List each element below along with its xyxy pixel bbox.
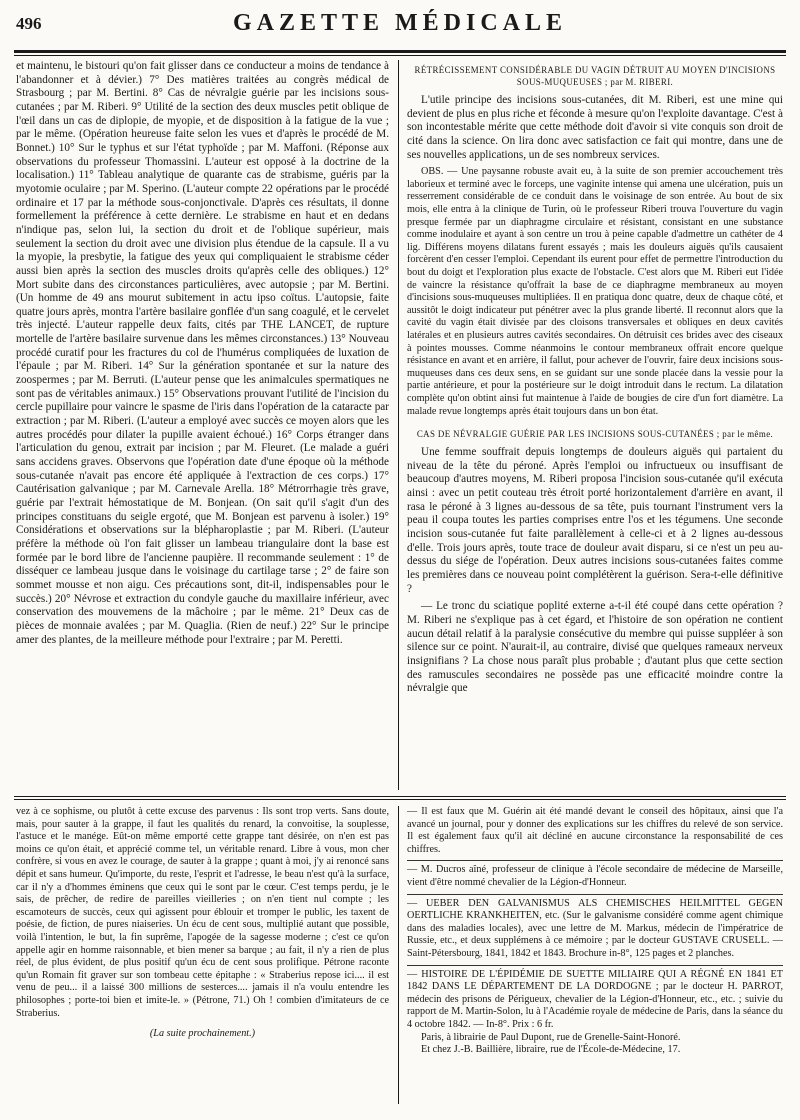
news-item-guerin: — Il est faux que M. Guérin ait été mandé devant le conseil des hôpitaux, ainsi que l'a avancé un journal, pour y donner des explications sur les chiffres du relevé de son service. Il est également faux qu'il ait décliné en aucune circonstance la responsabilité de ces chiffres.	[407, 806, 783, 855]
header-rule-thin	[14, 55, 786, 56]
nevralgie-case: Une femme souffrait depuis longtemps de douleurs aiguës qui partaient du niveau de la tête du péroné. Après l'emploi ou infructueux ou insuffisant de beaucoup d'autres moyens, M. Riberi proposa l'incision sous-cutanée qu'il exécuta ainsi : avec un petit couteau très étroit porté horizontalement d'arrière en avant, il rasa le péroné à 3 lignes au-dessous de sa tête, puis tournant l'instrument vers la peau il coupa toutes les parties comprises entre l'os et les tégumens. Une seconde incision sous-cutanée fut faite parallèlement à celle-ci et à 2 lignes au-dessous d'elle. Trois jours après, toute trace de douleur avait disparu, si ce n'est un peu au-dessus du siége de l'opération. Deux autres incisions sous-cutanées faites comme les premières dans ce nouveau point complétèrent la guérison. Sera-t-elle définitive ?	[407, 446, 783, 595]
feuilleton-rule-2	[14, 799, 786, 800]
feuilleton-rule	[14, 796, 786, 797]
header-rule	[14, 50, 786, 53]
feuilleton-text: vez à ce sophisme, ou plutôt à cette excuse des parvenus : Ils sont trop verts. Sans doute, mais, pour sauter à la grappe, il faut les qualités du renard, la convoitise, la souplesse, l'astuce et le manége. Eût-on même emporté cette grappe tant désirée, on n'en est pas moins ce qu'on était, et apprécié comme tel, un véritable renard. Libre à vous, mon cher confrère, si vous en avez le courage, de sauter à la grappe ; quant à moi, j'y ai renoncé sans dépit et sans humeur. Qu'importe, du reste, l'esprit et l'adresse, le beau n'est qu'à la surface, car il n'y a d'hommes éminens que ceux qui le sont par le cœur. C'est temps perdu, je le sais, de prêcher, de redire de pareilles vieilleries ; on n'en tient nul compte ; les escamoteurs de succès, ceux qui agissent pour éblouir et tromper le public, les taxent de poésie, de fiction, de pures niaiseries. Un écu de cent sous, multiplié autant que possible, voilà l'intention, le but, la fin suprême, l'apogée de la sagesse moderne ; c'est ce qu'on appelle agir en homme raisonnable, et bien mener sa barque ; au fait, il n'y a rien de plus réel, de plus évident, de plus positif qu'un écu de cent sous prolifique. Pétrone raconte qu'un Romain fit graver sur son tombeau cette épitaphe : « Straberius repose ici.... il est venu de peu... il a laissé 300 millions de sesterces.... jamais il n'a voulu entendre les philosophes ; porte-toi bien et imite-le. » (Pétrone, 71.) Oh ! combien d'imitateurs de ce Straberius.	[16, 806, 389, 1019]
article-summary-list: et maintenu, le bistouri qu'on fait glisser dans ce conducteur a moins de tendance à l'abandonner et à dévier.) 7° Des matières traitées au congrès médical de Strasbourg ; par M. Bertini. 8° Cas de névralgie guérie par les incisions sous-cutanées ; par M. Riberi. 9° Utilité de la section des deux muscles petit oblique de l'œil dans un cas de diplopie, de myopie, et de disposition à la fatigue de la vue ; par le même. (Opération heureuse faite selon les vues et d'après le procédé de M. Bonnet.) 10° Sur le typhus et sur l'état typhoïde ; par M. Maffoni. (Réponse aux observations du professeur Thomassini. L'auteur est opposé à la doctrine de la localisation.) 11° Tableau analytique de quarante cas de strabisme, guéris par la myotomie oculaire ; par M. Sperino. (L'auteur compte 22 opérations par le procédé ordinaire et 17 par la méthode sous-conjonctivale. D'après ces résultats, il donne formellement la préférence à cette dernière. Le strabisme en haut et en dedans n'indique pas, selon lui, la section du droit et de l'oblique supérieur, mais seulement la section du droit avec une division plus étendue de la capsule. Il a vu la myopie, la presbytie, la fatigue des yeux qui compliquaient le strabisme céder aussi bien après la section des muscles droits qu'après celle des obliques.) 12° Mort subite dans des circonstances particulières, avec autopsie ; par M. Bertini. (Un homme de 49 ans mourut subitement in actu ipso coïtus. L'autopsie, faite quatre jours après, montra l'artère basilaire gonflée d'un sang coagulé, et le cervelet très injecté. L'auteur rappelle deux faits, cités par THE LANCET, de rupture mortelle de l'artère basilaire survenue dans les mêmes circonstances.) 13° Nouveau procédé curatif pour les fractures du col de l'humérus compliquées de luxation de l'épaule ; par M. Riberi. 14° Sur la génération spontanée et sur la nature des zoospermes ; par M. Berruti. (L'auteur pense que les animalcules spermatiques ne sont pas de véritables animaux.) 15° Observations prouvant l'utilité de l'incision du cercle pupillaire pour vaincre le spasme de l'iris dans l'opération de la cataracte par extraction ; par M. Riberi. (L'auteur a employé avec succès ce moyen alors que les autres procédés pour dilater la pupille avaient échoué.) 16° Corps étranger dans l'articulation du genou, extrait par incision ; par M. Fleuret. (Le malade a guéri sans accidens graves. Observons que l'opération date d'une époque où la méthode sous-cutanée n'avait pas encore été appliquée à l'extraction de ces corps.) 17° Cautérisation galvanique ; par M. Carnevale Arella. 18° Métrorrhagie très grave, guérie par l'extrait hémostatique de M. Bonjean. (On sait qu'il s'agit d'un des principes constituans du seigle ergoté, que M. Bonjean est parvenu à isoler.) 19° Considérations et observations sur la blépharoplastie ; par M. Riberi. (L'auteur préfère la méthode où l'on fait glisser un lambeau triangulaire dont la base est formée par le bord libre de l'ancienne paupière. Il recommande seulement : 1° de disséquer ce lambeau jusque dans le voisinage du cartilage tarse ; 2° de faire son sommet mousse et non aigu. Ces précautions sont, dit-il, indispensables pour le succès.) 20° Névrose et extraction du condyle gauche du maxillaire inférieur, avec conservation des mouvemens de la mâchoire ; par le même. 21° Deux cas de pièces de monnaie avalées ; par M. Quaglia. (Rien de neuf.) 22° Sur le principe amer des plantes, de la meilleure méthode pour l'extraire ; par M. Peretti.	[16, 60, 389, 646]
news-divider	[407, 860, 783, 861]
news-item-galvanismus: — UEBER DEN GALVANISMUS ALS CHEMISCHES HEILMITTEL GEGEN OERTLICHE KRANKHEITEN, etc. (Sur le galvanisme considéré comme agent chimique dans des maladies locales), avec une lettre de M. Markus, médecin de l'impératrice de Russie, etc., et deux supplémens à ce mémoire ; par le docteur GUSTAVE CRUSELL. — Saint-Pétersbourg, 1841, 1842 et 1843. Brochure in-8°, 125 pages et 2 planches.	[407, 897, 783, 959]
news-column	[407, 806, 783, 1106]
publisher-bailliere: Et chez J.-B. Baillière, libraire, rue de l'École-de-Médecine, 17.	[421, 1044, 681, 1056]
page-number: 496	[16, 14, 42, 33]
news-divider	[407, 894, 783, 895]
page-header	[14, 8, 786, 48]
section-title-vagin: RÉTRÉCISSEMENT CONSIDÉRABLE DU VAGIN DÉTRUIT AU MOYEN D'INCISIONS SOUS-MUQUEUSES ; par M. RIBERI.	[414, 65, 776, 87]
section-intro: L'utile principe des incisions sous-cutanées, dit M. Riberi, est une mine qui devient de plus en plus riche et féconde à mesure qu'on l'exploite davantage. C'est à son incontestable mérite que cette méthode doit d'avoir si vite conquis son droit de cité dans la science. On lira donc avec satisfaction ce fait qui montre, dans une de ses nouvelles applications, un de ses nombreux services.	[407, 94, 783, 161]
feuilleton-continuation: (La suite prochainement.)	[149, 1028, 256, 1040]
column-left	[16, 60, 389, 792]
publisher-paris: Paris, à librairie de Paul Dupont, rue de Grenelle-Saint-Honoré.	[421, 1031, 681, 1043]
journal-title: GAZETTE MÉDICALE	[232, 10, 568, 36]
column-separator	[398, 60, 399, 790]
nevralgie-commentary: — Le tronc du sciatique poplité externe a-t-il été coupé dans cette opération ? M. Riberi ne s'explique pas à cet égard, et l'histoire de son opération ne contient aucun détail relatif à la paralysie consécutive du membre qui puisse suppléer à son silence sur ce point. N'aurait-il, au contraire, divisé que quelques rameaux nerveux insignifians ? La chose nous paraît plus probable ; d'autant plus que cette section des ramuscules secondaires ne possède pas une efficacité moindre contre la névralgie que	[407, 600, 783, 695]
column-separator-bottom	[398, 806, 399, 1104]
section-title-nevralgie: CAS DE NÉVRALGIE GUÉRIE PAR LES INCISIONS SOUS-CUTANÉES ; par le même.	[416, 429, 774, 440]
news-item-ducros: — M. Ducros aîné, professeur de clinique à l'école secondaire de médecine de Marseille, vient d'être nommé chevalier de la Légion-d'Honneur.	[407, 864, 783, 888]
observation-paragraph: OBS. — Une paysanne robuste avait eu, à la suite de son premier accouchement très laborieux et terminé avec le forceps, une vaginite intense qui amena une ulcération, puis un resserrement considérable de ce conduit dans le voisinage de son entrée. Au bout de six mois, elle entra à la clinique de Turin, où le professeur Riberi trouva l'ouverture du vagin presque fermée par un diaphragme circulaire et résistant, consistant en une substance comme inodulaire et ayant à son centre un trou à peine capable d'admettre un cathéter de 4 lig. Différens moyens dilatans furent essayés ; mais les douleurs aiguës qu'ils causaient forcèrent d'en cesser l'emploi. Cependant ils eurent pour effet de permettre l'introduction du bout du doigt et l'exploration plus exacte de l'obstacle. C'est alors que M. Riberi eut l'idée de vaincre la résistance qu'offrait la base de ce diaphragme membraneux au moyen d'incisions sous-muqueuses multipliées. Il en pratiqua donc quatre, deux de chaque côté, et aussitôt le doigt indicateur put pénétrer avec la plus grande liberté. Il reconnut alors que la cavité du vagin était divisée par des cloisons transversales et obliques en deux cavités latérales et en plusieurs autres cavités secondaires. On détruisit ces brides avec des ciseaux à pointes mousses. Comme néanmoins le contour membraneux offrait encore quelque résistance en avant et en arrière, il fallut, pour achever de l'ouvrir, faire deux incisions sous-muqueuses dans ces deux sens, en se guidant sur une sonde placée dans la vessie pour la partie antérieure, et pour la postérieure sur le doigt introduit dans le rectum. La dilatation complète qu'on obtint ainsi fut maintenue à l'aide de bougies de cire d'un fort diamètre. La malade revue longtemps après était toujours dans un bon état.	[407, 166, 783, 417]
news-divider	[407, 965, 783, 966]
feuilleton-column	[16, 806, 389, 1106]
column-right	[407, 62, 783, 792]
news-item-suette: — HISTOIRE DE L'ÉPIDÉMIE DE SUETTE MILIAIRE QUI A RÉGNÉ EN 1841 ET 1842 DANS LE DÉPARTEMENT DE LA DORDOGNE ; par le docteur H. PARROT, médecin des prisons de Périgueux, chevalier de la Légion-d'Honneur, etc., etc. ; suivie du rapport de M. Martin-Solon, lu à l'Académie royale de médecine de Paris, dans la séance du 4 octobre 1842. — In-8°. Prix : 6 fr.	[407, 968, 783, 1030]
